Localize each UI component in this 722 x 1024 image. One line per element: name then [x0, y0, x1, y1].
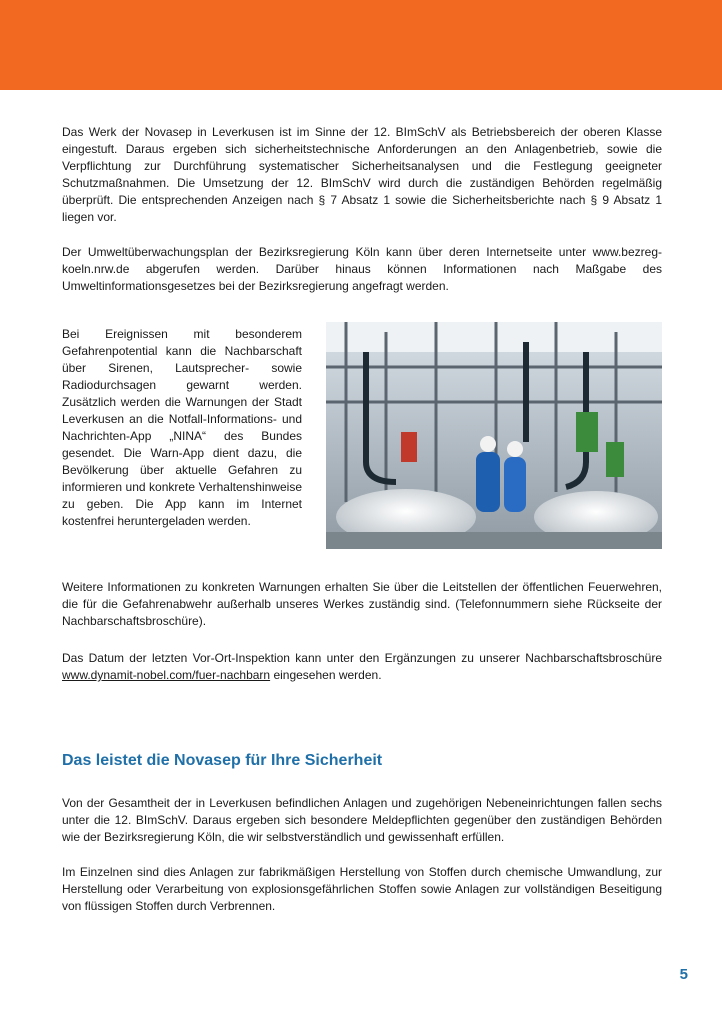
- plant-photo: [326, 322, 662, 549]
- warning-paragraph: Bei Ereignissen mit besonderem Gefahrenpotential kann die Nachbarschaft über Sirenen, Lautsprecher- sowie Radiodurchsagen gewarnt werden. Zusätzlich werden die Warnungen der Stadt Leverkusen an die Notfall-Informations- und Nachrichten-App „NINA“ des Bundes gesendet. Die Warn-App dient dazu, die Bevölkerung über aktuelle Gefahren zu informieren und konkrete Verhaltenshinweise zu geben. Die App kann im Internet kostenfrei heruntergeladen werden.: [62, 327, 302, 528]
- installations-paragraph: Im Einzelnen sind dies Anlagen zur fabrikmäßigen Herstellung von Stoffen durch chemische Umwandlung, zur Herstellung oder Verarbeitung von explosionsgefährlichen Stoffen sowie Anlagen zur vollständigen Beseitigung von flüssigen Stoffen durch Verbrennen.: [62, 865, 662, 913]
- nachbarn-link[interactable]: www.dynamit-nobel.com/fuer-nachbarn: [62, 668, 271, 682]
- inspection-text-start: Das Datum der letzten Vor-Ort-Inspektion kann unter den Ergänzungen zu unserer Nachbarschaftsbroschüre: [62, 651, 662, 665]
- facilities-paragraph: Von der Gesamtheit der in Leverkusen befindlichen Anlagen und zugehörigen Nebeneinrichtungen fallen sechs unter die 12. BImSchV. Daraus ergeben sich besondere Meldepflichten gegenüber den zuständigen Behörden wie der Bezirksregierung Köln, die wir selbstverständlich und gewissenhaft erfüllen.: [62, 796, 662, 844]
- intro-paragraph: Das Werk der Novasep in Leverkusen ist im Sinne der 12. BImSchV als Betriebsbereich der oberen Klasse eingestuft. Daraus ergeben sich sicherheitstechnische Anforderungen an den Anlagenbetrieb, sowie die Verpflichtung zur Durchführung systematischer Sicherheitsanalysen und die Festlegung geeigneter Schutzmaßnahmen. Die Umsetzung der 12. BImSchV wird durch die zuständigen Behörden regelmäßig überprüft. Die entsprechenden Anzeigen nach § 7 Absatz 1 sowie die Sicherheitsberichte nach § 9 Absatz 1 liegen vor.: [62, 125, 662, 224]
- further-info-paragraph: Weitere Informationen zu konkreten Warnungen erhalten Sie über die Leitstellen der öffentlichen Feuerwehren, die für die Gefahrenabwehr außerhalb unseres Werkes zuständig sind. (Telefonnummern siehe Rückseite der Nachbarschaftsbroschüre).: [62, 580, 662, 628]
- header-band: [0, 0, 722, 90]
- environment-plan-paragraph: Der Umweltüberwachungsplan der Bezirksregierung Köln kann über deren Internetseite unter www.bezreg-koeln.nrw.de abgerufen werden. Darüber hinaus können Informationen nach Maßgabe des Umweltinformationsgesetzes bei der Bezirksregierung angefragt werden.: [62, 245, 662, 293]
- section-heading: Das leistet die Novasep für Ihre Sicherheit: [62, 752, 383, 769]
- inspection-text-end: eingesehen werden.: [270, 668, 382, 682]
- page-number: 5: [679, 966, 688, 983]
- inspection-paragraph: [62, 650, 662, 684]
